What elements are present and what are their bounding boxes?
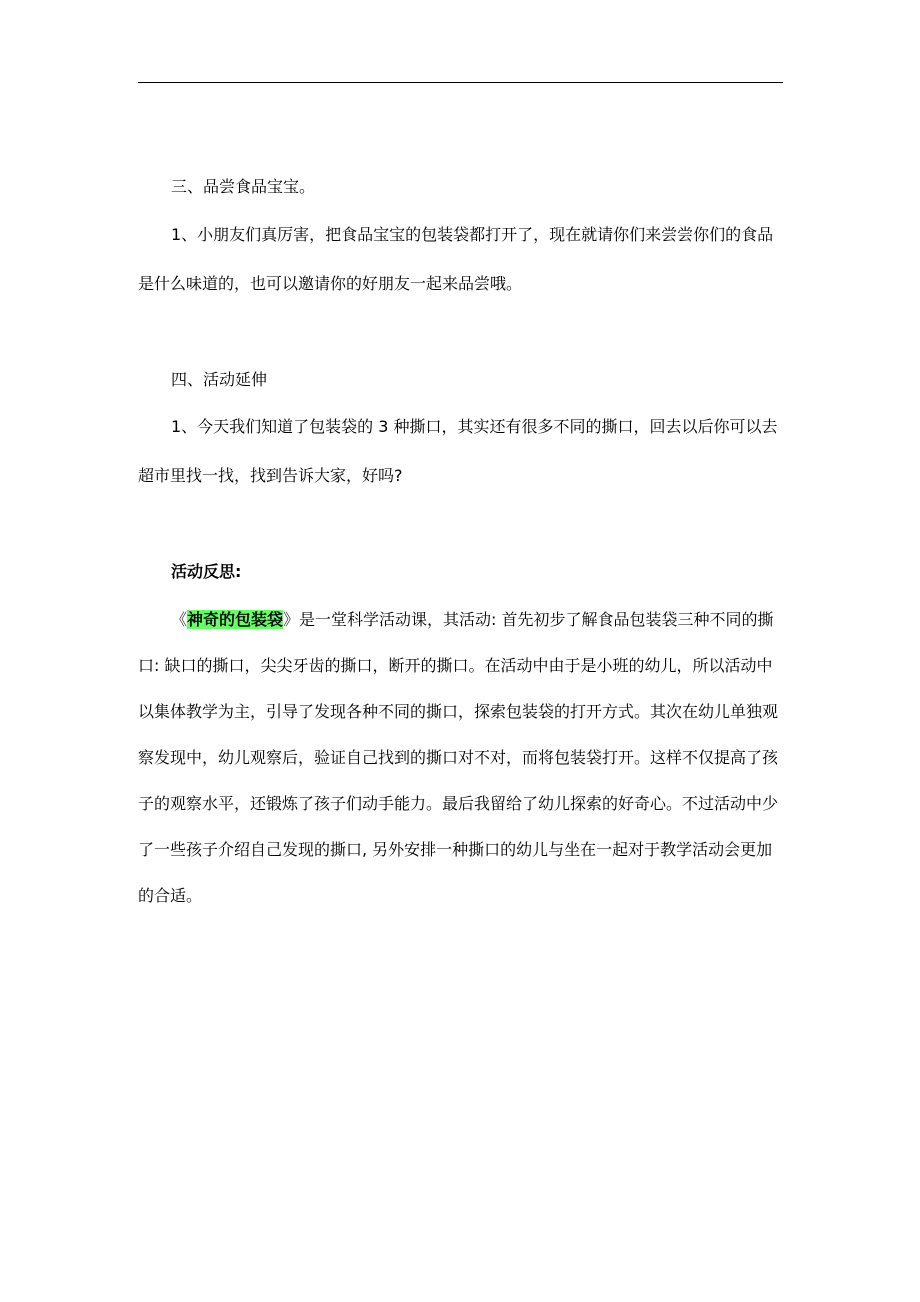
reflection-line-4: 察发现中，幼儿观察后，验证自己找到的撕口对不对，而将包装袋打开。这样不仅提高了孩 bbox=[138, 748, 779, 767]
section-four-paragraph bbox=[138, 408, 783, 494]
section-four bbox=[138, 361, 783, 398]
reflection-line-7: 的合适。 bbox=[138, 886, 203, 905]
reflection-line-1-rest: 》是一堂科学活动课，其活动: 首先初步了解食品包装袋三种不同的撕 bbox=[283, 610, 774, 629]
section-three-paragraph bbox=[138, 216, 783, 302]
section-three bbox=[138, 168, 783, 205]
section-four-heading: 四、活动延伸 bbox=[171, 370, 268, 389]
reflection-line-3: 以集体教学为主，引导了发现各种不同的撕口，探索包装袋的打开方式。其次在幼儿单独观 bbox=[138, 702, 779, 721]
paragraph-line: 1、今天我们知道了包装袋的 3 种撕口，其实还有很多不同的撕口，回去以后你可以去 bbox=[171, 417, 778, 436]
reflection-paragraph bbox=[138, 601, 783, 914]
reflection-line-2: 口: 缺口的撕口，尖尖牙齿的撕口，断开的撕口。在活动中由于是小班的幼儿，所以活动中 bbox=[138, 656, 773, 675]
paragraph-line: 超市里找一找，找到告诉大家，好吗? bbox=[138, 466, 403, 485]
paragraph-line: 1、小朋友们真厉害，把食品宝宝的包装袋都打开了，现在就请你们来尝尝你们的食品 bbox=[171, 225, 774, 244]
reflection-section bbox=[138, 553, 783, 590]
header-rule bbox=[138, 82, 783, 83]
reflection-line-5: 子的观察水平，还锻炼了孩子们动手能力。最后我留给了幼儿探索的好奇心。不过活动中少 bbox=[138, 794, 779, 813]
paragraph-line: 是什么味道的，也可以邀请你的好朋友一起来品尝哦。 bbox=[138, 274, 523, 293]
highlighted-title: 神奇的包装袋 bbox=[187, 610, 284, 629]
reflection-heading: 活动反思: bbox=[171, 562, 242, 581]
reflection-line-1 bbox=[138, 601, 783, 638]
reflection-line-6: 了一些孩子介绍自己发现的撕口, 另外安排一种撕口的幼儿与坐在一起对于教学活动会更加 bbox=[138, 840, 773, 859]
section-three-heading: 三、品尝食品宝宝。 bbox=[171, 177, 316, 196]
open-quote: 《 bbox=[171, 610, 188, 629]
